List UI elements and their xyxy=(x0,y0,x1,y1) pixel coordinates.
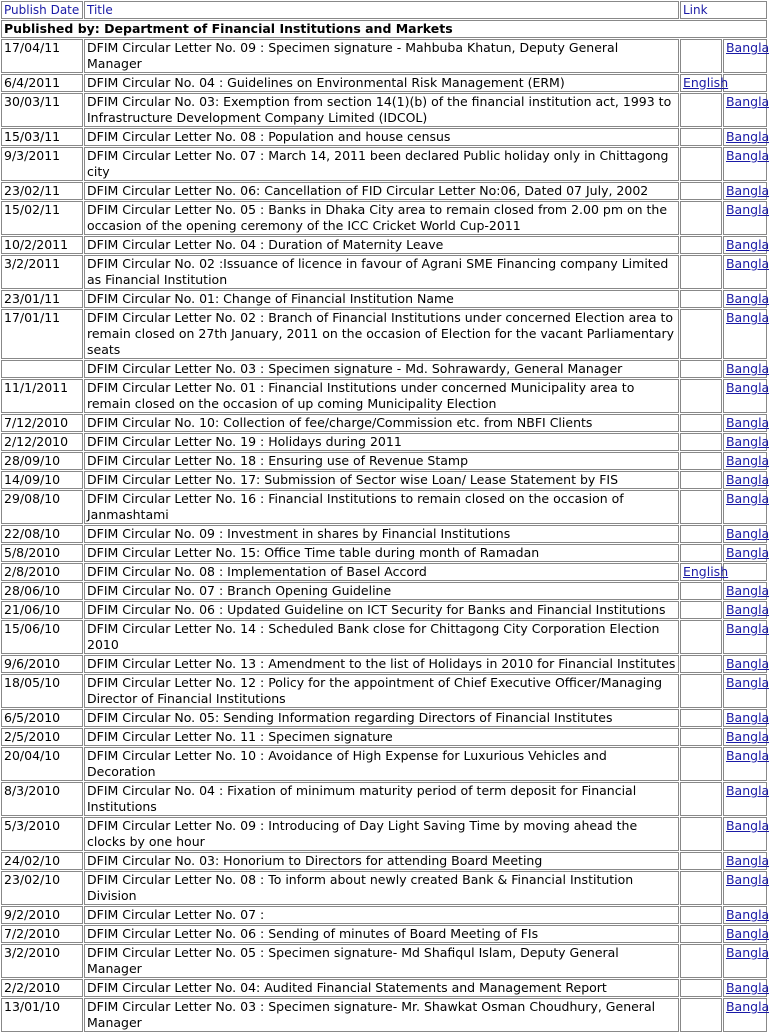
publish-date-cell: 9/2/2010 xyxy=(1,906,83,924)
english-link-cell xyxy=(680,147,722,181)
bangla-link[interactable]: Bangla xyxy=(725,545,769,560)
bangla-link[interactable]: Bangla xyxy=(725,675,769,690)
title-cell: DFIM Circular Letter No. 08 : Population and house census xyxy=(84,128,679,146)
publish-date-cell: 15/02/11 xyxy=(1,201,83,235)
table-row xyxy=(1,414,767,432)
bangla-link[interactable]: Bangla xyxy=(725,818,769,833)
bangla-link[interactable]: Bangla xyxy=(725,729,769,744)
title-cell: DFIM Circular Letter No. 06: Cancellation of FID Circular Letter No:06, Dated 07 July, 2002 xyxy=(84,182,679,200)
publish-date-cell: 28/09/10 xyxy=(1,452,83,470)
title-cell: DFIM Circular Letter No. 10 : Avoidance of High Expense for Luxurious Vehicles and Decoration xyxy=(84,747,679,781)
bangla-link[interactable]: Bangla xyxy=(725,872,769,887)
table-row xyxy=(1,471,767,489)
bangla-link-cell xyxy=(723,433,767,451)
english-link-cell xyxy=(680,360,722,378)
english-link-cell xyxy=(680,925,722,943)
bangla-link[interactable]: Bangla xyxy=(725,310,769,325)
publish-date-cell: 2/2/2010 xyxy=(1,979,83,997)
publish-date-cell: 22/08/10 xyxy=(1,525,83,543)
title-cell: DFIM Circular Letter No. 07 : xyxy=(84,906,679,924)
bangla-link-cell xyxy=(723,309,767,359)
bangla-link-cell xyxy=(723,255,767,289)
table-row xyxy=(1,147,767,181)
title-cell: DFIM Circular No. 08 : Implementation of Basel Accord xyxy=(84,563,679,581)
title-cell: DFIM Circular Letter No. 05 : Specimen signature- Md Shafiqul Islam, Deputy General Manager xyxy=(84,944,679,978)
publish-date-cell: 20/04/10 xyxy=(1,747,83,781)
table-row xyxy=(1,255,767,289)
bangla-link-cell xyxy=(723,709,767,727)
bangla-link-cell xyxy=(723,817,767,851)
bangla-link-cell xyxy=(723,998,767,1032)
english-link-cell xyxy=(680,471,722,489)
publish-date-cell: 17/01/11 xyxy=(1,309,83,359)
bangla-link-cell xyxy=(723,128,767,146)
table-row xyxy=(1,360,767,378)
english-link-cell xyxy=(680,525,722,543)
bangla-link[interactable]: Bangla xyxy=(725,291,769,306)
title-cell: DFIM Circular No. 02 :Issuance of licence in favour of Agrani SME Financing company Limited as Financial Institution xyxy=(84,255,679,289)
bangla-link[interactable]: Bangla xyxy=(725,945,769,960)
title-cell: DFIM Circular No. 04 : Guidelines on Environmental Risk Management (ERM) xyxy=(84,74,679,92)
publish-date-cell: 3/2/2011 xyxy=(1,255,83,289)
title-cell: DFIM Circular Letter No. 02 : Branch of Financial Institutions under concerned Election area to remain closed on 27th January, 2011 on the occasion of Election for the vacant Parliamentary seats xyxy=(84,309,679,359)
publish-date-cell: 3/2/2010 xyxy=(1,944,83,978)
bangla-link[interactable]: Bangla xyxy=(725,999,769,1014)
table-row xyxy=(1,563,767,581)
table-row xyxy=(1,906,767,924)
publish-date-cell: 23/02/11 xyxy=(1,182,83,200)
title-cell: DFIM Circular No. 07 : Branch Opening Guideline xyxy=(84,582,679,600)
english-link-cell xyxy=(680,201,722,235)
english-link-cell xyxy=(680,39,722,73)
bangla-link[interactable]: Bangla xyxy=(725,202,769,217)
english-link-cell xyxy=(680,871,722,905)
english-link-cell xyxy=(680,433,722,451)
bangla-link-cell xyxy=(723,582,767,600)
bangla-link-cell xyxy=(723,544,767,562)
bangla-link[interactable]: Bangla xyxy=(725,926,769,941)
table-row xyxy=(1,674,767,708)
title-cell: DFIM Circular Letter No. 13 : Amendment to the list of Holidays in 2010 for Financial Institutes xyxy=(84,655,679,673)
bangla-link[interactable]: Bangla xyxy=(725,980,769,995)
publish-date-cell: 6/5/2010 xyxy=(1,709,83,727)
table-row xyxy=(1,452,767,470)
title-cell: DFIM Circular No. 03: Honorium to Directors for attending Board Meeting xyxy=(84,852,679,870)
bangla-link[interactable]: Bangla xyxy=(725,453,769,468)
table-row xyxy=(1,182,767,200)
english-link-cell xyxy=(680,582,722,600)
english-link-cell xyxy=(680,906,722,924)
english-link-cell xyxy=(680,236,722,254)
bangla-link[interactable]: Bangla xyxy=(725,183,769,198)
table-row xyxy=(1,747,767,781)
english-link-cell xyxy=(680,452,722,470)
publish-date-cell: 11/1/2011 xyxy=(1,379,83,413)
publish-date-cell: 29/08/10 xyxy=(1,490,83,524)
title-cell: DFIM Circular No. 10: Collection of fee/charge/Commission etc. from NBFI Clients xyxy=(84,414,679,432)
bangla-link[interactable]: Bangla xyxy=(725,583,769,598)
bangla-link-cell xyxy=(723,39,767,73)
bangla-link-cell xyxy=(723,201,767,235)
english-link-cell xyxy=(680,544,722,562)
english-link-cell xyxy=(680,182,722,200)
publish-date-cell: 7/2/2010 xyxy=(1,925,83,943)
title-cell: DFIM Circular Letter No. 11 : Specimen signature xyxy=(84,728,679,746)
publish-date-cell: 7/12/2010 xyxy=(1,414,83,432)
table-row xyxy=(1,490,767,524)
english-link-cell xyxy=(680,782,722,816)
title-cell: DFIM Circular Letter No. 19 : Holidays during 2011 xyxy=(84,433,679,451)
english-link-cell xyxy=(680,309,722,359)
english-link-cell xyxy=(680,817,722,851)
publish-date-cell: 13/01/10 xyxy=(1,998,83,1032)
publish-date-cell: 15/03/11 xyxy=(1,128,83,146)
bangla-link-cell xyxy=(723,414,767,432)
bangla-link-cell xyxy=(723,525,767,543)
published-by-row xyxy=(1,20,767,38)
bangla-link[interactable]: Bangla xyxy=(725,656,769,671)
publish-date-cell: 28/06/10 xyxy=(1,582,83,600)
bangla-link-cell xyxy=(723,379,767,413)
english-link-cell xyxy=(680,563,729,581)
english-link-cell xyxy=(680,128,722,146)
publish-date-cell: 23/01/11 xyxy=(1,290,83,308)
title-cell: DFIM Circular Letter No. 12 : Policy for the appointment of Chief Executive Officer/Managing Director of Financial Institutions xyxy=(84,674,679,708)
title-cell: DFIM Circular Letter No. 04: Audited Financial Statements and Management Report xyxy=(84,979,679,997)
title-cell: DFIM Circular Letter No. 16 : Financial Institutions to remain closed on the occasion of Janmashtami xyxy=(84,490,679,524)
header-link: Link xyxy=(680,1,767,19)
english-link-cell xyxy=(680,620,722,654)
bangla-link-cell xyxy=(723,871,767,905)
bangla-link-cell xyxy=(723,93,767,127)
bangla-link[interactable]: Bangla xyxy=(725,491,769,506)
table-row xyxy=(1,290,767,308)
title-cell: DFIM Circular Letter No. 09 : Introducing of Day Light Saving Time by moving ahead the clocks by one hour xyxy=(84,817,679,851)
bangla-link-cell xyxy=(723,147,767,181)
bangla-link-cell xyxy=(723,655,767,673)
table-row xyxy=(1,309,767,359)
bangla-link-cell xyxy=(723,925,767,943)
table-row xyxy=(1,201,767,235)
header-title: Title xyxy=(84,1,679,19)
bangla-link[interactable]: Bangla xyxy=(725,710,769,725)
publish-date-cell: 15/06/10 xyxy=(1,620,83,654)
bangla-link-cell xyxy=(723,360,767,378)
title-cell: DFIM Circular Letter No. 03 : Specimen signature- Mr. Shawkat Osman Choudhury, General Manager xyxy=(84,998,679,1032)
title-cell: DFIM Circular Letter No. 01 : Financial Institutions under concerned Municipality area to remain closed on the occasion of up coming Municipality Election xyxy=(84,379,679,413)
bangla-link[interactable]: Bangla xyxy=(725,129,769,144)
table-row xyxy=(1,525,767,543)
bangla-link[interactable]: Bangla xyxy=(725,783,769,798)
bangla-link[interactable]: Bangla xyxy=(725,256,769,271)
bangla-link[interactable]: Bangla xyxy=(725,853,769,868)
bangla-link[interactable]: Bangla xyxy=(725,148,769,163)
title-cell: DFIM Circular Letter No. 14 : Scheduled Bank close for Chittagong City Corporation Election 2010 xyxy=(84,620,679,654)
title-cell: DFIM Circular No. 06 : Updated Guideline on ICT Security for Banks and Financial Institutions xyxy=(84,601,679,619)
publish-date-cell xyxy=(1,360,83,378)
table-row xyxy=(1,620,767,654)
bangla-link-cell xyxy=(723,906,767,924)
bangla-link-cell xyxy=(723,452,767,470)
title-cell: DFIM Circular Letter No. 07 : March 14, 2011 been declared Public holiday only in Chittagong city xyxy=(84,147,679,181)
title-cell: DFIM Circular Letter No. 15: Office Time table during month of Ramadan xyxy=(84,544,679,562)
bangla-link-cell xyxy=(723,182,767,200)
bangla-link[interactable]: Bangla xyxy=(725,380,769,395)
title-cell: DFIM Circular No. 01: Change of Financial Institution Name xyxy=(84,290,679,308)
english-link-cell xyxy=(680,728,722,746)
publish-date-cell: 17/04/11 xyxy=(1,39,83,73)
english-link-cell xyxy=(680,414,722,432)
publish-date-cell: 23/02/10 xyxy=(1,871,83,905)
title-cell: DFIM Circular Letter No. 05 : Banks in Dhaka City area to remain closed from 2.00 pm on the occasion of the opening ceremony of the ICC Cricket World Cup-2011 xyxy=(84,201,679,235)
title-cell: DFIM Circular Letter No. 06 : Sending of minutes of Board Meeting of FIs xyxy=(84,925,679,943)
table-row xyxy=(1,998,767,1032)
english-link-cell xyxy=(680,655,722,673)
published-by-label: Published by: Department of Financial Institutions and Markets xyxy=(1,20,767,38)
publish-date-cell: 18/05/10 xyxy=(1,674,83,708)
bangla-link-cell xyxy=(723,471,767,489)
bangla-link-cell xyxy=(723,74,767,92)
title-cell: DFIM Circular Letter No. 04 : Duration of Maternity Leave xyxy=(84,236,679,254)
publish-date-cell: 2/12/2010 xyxy=(1,433,83,451)
table-row xyxy=(1,601,767,619)
publish-date-cell: 24/02/10 xyxy=(1,852,83,870)
english-link-cell xyxy=(680,998,722,1032)
bangla-link[interactable]: Bangla xyxy=(725,361,769,376)
english-link-cell xyxy=(680,490,722,524)
table-row xyxy=(1,871,767,905)
table-row xyxy=(1,582,767,600)
circulars-table-body xyxy=(1,1,767,1032)
table-row xyxy=(1,979,767,997)
bangla-link[interactable]: Bangla xyxy=(725,237,769,252)
title-cell: DFIM Circular Letter No. 03 : Specimen signature - Md. Sohrawardy, General Manager xyxy=(84,360,679,378)
publish-date-cell: 14/09/10 xyxy=(1,471,83,489)
english-link-cell xyxy=(680,379,722,413)
bangla-link-cell xyxy=(723,290,767,308)
title-cell: DFIM Circular Letter No. 18 : Ensuring use of Revenue Stamp xyxy=(84,452,679,470)
publish-date-cell: 8/3/2010 xyxy=(1,782,83,816)
table-row xyxy=(1,379,767,413)
publish-date-cell: 30/03/11 xyxy=(1,93,83,127)
english-link-cell xyxy=(680,74,729,92)
header-publish-date: Publish Date xyxy=(1,1,83,19)
bangla-link-cell xyxy=(723,979,767,997)
table-row xyxy=(1,74,767,92)
title-cell: DFIM Circular Letter No. 17: Submission of Sector wise Loan/ Lease Statement by FIS xyxy=(84,471,679,489)
bangla-link-cell xyxy=(723,852,767,870)
title-cell: DFIM Circular No. 09 : Investment in shares by Financial Institutions xyxy=(84,525,679,543)
english-link-cell xyxy=(680,93,722,127)
title-cell: DFIM Circular Letter No. 08 : To inform about newly created Bank & Financial Institution Division xyxy=(84,871,679,905)
bangla-link[interactable]: Bangla xyxy=(725,907,769,922)
title-cell: DFIM Circular No. 03: Exemption from section 14(1)(b) of the financial institution act, 1993 to Infrastructure Development Company Limited (IDCOL) xyxy=(84,93,679,127)
publish-date-cell: 9/6/2010 xyxy=(1,655,83,673)
english-link-cell xyxy=(680,255,722,289)
bangla-link[interactable]: Bangla xyxy=(725,434,769,449)
header-row xyxy=(1,1,767,19)
table-row xyxy=(1,128,767,146)
bangla-link[interactable]: Bangla xyxy=(725,415,769,430)
english-link-cell xyxy=(680,944,722,978)
table-row xyxy=(1,817,767,851)
english-link[interactable]: English xyxy=(682,564,729,579)
bangla-link-cell xyxy=(723,620,767,654)
table-row xyxy=(1,544,767,562)
english-link-cell xyxy=(680,747,722,781)
english-link-cell xyxy=(680,979,722,997)
table-row xyxy=(1,728,767,746)
table-row xyxy=(1,925,767,943)
bangla-link[interactable]: Bangla xyxy=(725,621,769,636)
table-row xyxy=(1,93,767,127)
table-row xyxy=(1,944,767,978)
bangla-link[interactable]: Bangla xyxy=(725,94,769,109)
table-row xyxy=(1,709,767,727)
bangla-link[interactable]: Bangla xyxy=(725,748,769,763)
publish-date-cell: 5/3/2010 xyxy=(1,817,83,851)
bangla-link-cell xyxy=(723,490,767,524)
table-row xyxy=(1,782,767,816)
table-row xyxy=(1,655,767,673)
title-cell: DFIM Circular No. 04 : Fixation of minimum maturity period of term deposit for Financial Institutions xyxy=(84,782,679,816)
publish-date-cell: 9/3/2011 xyxy=(1,147,83,181)
table-row xyxy=(1,236,767,254)
bangla-link-cell xyxy=(723,601,767,619)
bangla-link-cell xyxy=(723,782,767,816)
bangla-link[interactable]: Bangla xyxy=(725,526,769,541)
bangla-link[interactable]: Bangla xyxy=(725,40,769,55)
english-link-cell xyxy=(680,290,722,308)
bangla-link-cell xyxy=(723,563,767,581)
english-link-cell xyxy=(680,674,722,708)
table-row xyxy=(1,433,767,451)
table-row xyxy=(1,39,767,73)
bangla-link-cell xyxy=(723,236,767,254)
publish-date-cell: 6/4/2011 xyxy=(1,74,83,92)
english-link-cell xyxy=(680,852,722,870)
publish-date-cell: 10/2/2011 xyxy=(1,236,83,254)
english-link-cell xyxy=(680,601,722,619)
bangla-link-cell xyxy=(723,728,767,746)
title-cell: DFIM Circular Letter No. 09 : Specimen signature - Mahbuba Khatun, Deputy General Manager xyxy=(84,39,679,73)
title-cell: DFIM Circular No. 05: Sending Information regarding Directors of Financial Institutes xyxy=(84,709,679,727)
english-link[interactable]: English xyxy=(682,75,729,90)
bangla-link[interactable]: Bangla xyxy=(725,602,769,617)
table-row xyxy=(1,852,767,870)
publish-date-cell: 21/06/10 xyxy=(1,601,83,619)
bangla-link[interactable]: Bangla xyxy=(725,472,769,487)
publish-date-cell: 2/5/2010 xyxy=(1,728,83,746)
bangla-link-cell xyxy=(723,747,767,781)
english-link-cell xyxy=(680,709,722,727)
publish-date-cell: 5/8/2010 xyxy=(1,544,83,562)
bangla-link-cell xyxy=(723,944,767,978)
bangla-link-cell xyxy=(723,674,767,708)
publish-date-cell: 2/8/2010 xyxy=(1,563,83,581)
